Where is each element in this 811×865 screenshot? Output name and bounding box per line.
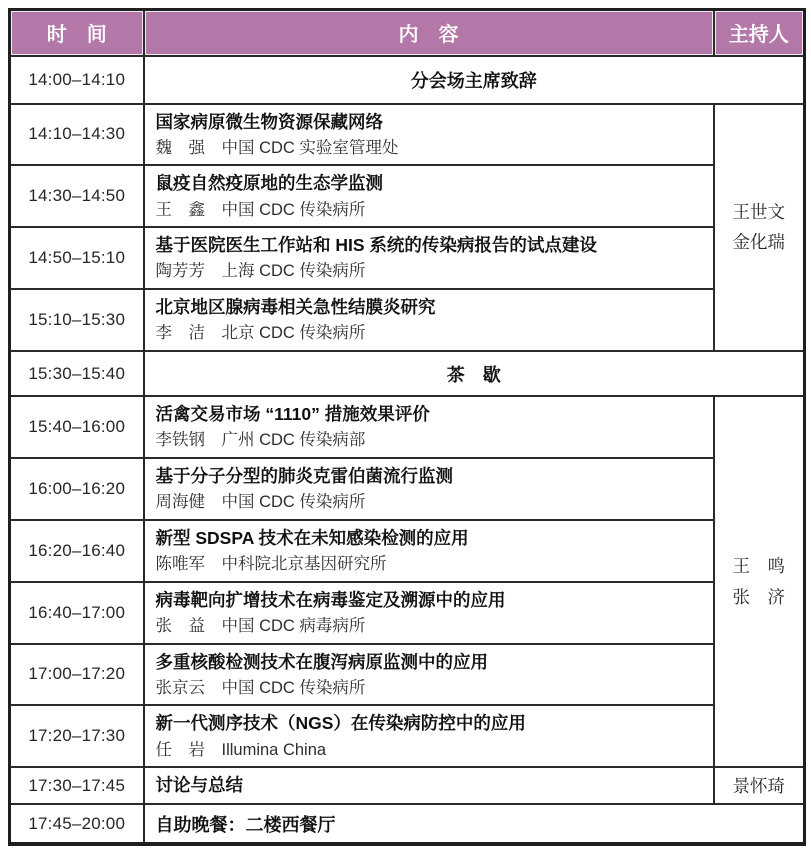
session-cell (144, 458, 714, 520)
time-cell: 14:00–14:10 (10, 56, 144, 104)
table-header-row (10, 10, 805, 56)
session-cell (144, 104, 714, 166)
time-cell: 15:10–15:30 (10, 289, 144, 351)
session-speaker: 周海健 中国 CDC 传染病所 (155, 493, 366, 511)
session-cell (144, 289, 714, 351)
table-row (10, 165, 805, 227)
time-cell: 14:10–14:30 (10, 104, 144, 166)
header-content: 内 容 (144, 10, 714, 56)
session-cell (144, 644, 714, 706)
session-speaker: 王 鑫 中国 CDC 传染病所 (155, 200, 366, 219)
session-cell (144, 520, 714, 582)
merged-cell-opening: 分会场主席致辞 (144, 56, 805, 104)
session-title: 国家病原微生物资源保藏网络 (155, 111, 383, 132)
table-row (10, 804, 805, 844)
time-cell: 17:45–20:00 (10, 804, 144, 844)
merged-cell-dinner: 自助晚餐：二楼西餐厅 (144, 804, 805, 844)
session-cell (144, 582, 714, 644)
session-speaker: 张京云 中国 CDC 传染病所 (155, 678, 366, 697)
session-speaker: 张 益 中国 CDC 病毒病所 (155, 616, 366, 635)
table-row (10, 227, 805, 289)
host-name: 金化瑞 (732, 232, 785, 253)
host-cell-single: 景怀琦 (714, 767, 805, 804)
session-speaker: 李 洁 北京 CDC 传染病所 (155, 324, 366, 343)
table-row (10, 396, 805, 458)
host-name: 王 鸣 (732, 556, 785, 576)
time-cell: 16:00–16:20 (10, 458, 144, 520)
header-time: 时 间 (10, 10, 144, 56)
time-cell: 16:20–16:40 (10, 520, 144, 582)
time-cell: 15:40–16:00 (10, 396, 144, 458)
session-title: 病毒靶向扩增技术在病毒鉴定及溯源中的应用 (155, 589, 506, 610)
session-cell (144, 227, 714, 289)
host-name: 王世文 (732, 201, 785, 222)
session-title: 基于分子分型的肺炎克雷伯菌流行监测 (155, 465, 453, 486)
time-cell: 14:50–15:10 (10, 227, 144, 289)
session-speaker: 陶芳芳 上海 CDC 传染病所 (155, 262, 366, 281)
session-speaker: 任 岩 Illumina China (155, 740, 327, 759)
table-row (10, 520, 805, 582)
table-row (10, 767, 805, 804)
schedule-table (8, 8, 806, 846)
session-title: 新型 SDSPA 技术在未知感染检测的应用 (155, 527, 469, 548)
host-name: 张 济 (732, 586, 785, 607)
table-row (10, 582, 805, 644)
session-cell (144, 396, 714, 458)
time-cell: 17:20–17:30 (10, 705, 144, 767)
time-cell: 17:00–17:20 (10, 644, 144, 706)
session-speaker: 魏 强 中国 CDC 实验室管理处 (155, 138, 399, 157)
table-row (10, 56, 805, 104)
header-host: 主持人 (714, 10, 805, 56)
session-title: 讨论与总结 (155, 775, 243, 796)
host-cell-block1 (714, 104, 805, 352)
session-title: 新一代测序技术（NGS）在传染病防控中的应用 (155, 713, 526, 734)
table-row (10, 289, 805, 351)
session-title: 基于医院医生工作站和 HIS 系统的传染病报告的试点建设 (155, 235, 597, 256)
table-row (10, 705, 805, 767)
session-title: 北京地区腺病毒相关急性结膜炎研究 (155, 297, 436, 318)
table-row (10, 644, 805, 706)
session-cell (144, 705, 714, 767)
session-cell (144, 767, 714, 804)
merged-cell-tea-break: 茶 歇 (144, 351, 805, 396)
table-row (10, 104, 805, 166)
time-cell: 16:40–17:00 (10, 582, 144, 644)
session-cell (144, 165, 714, 227)
session-title: 活禽交易市场 “1110” 措施效果评价 (155, 404, 430, 424)
host-cell-block2 (714, 396, 805, 767)
time-cell: 15:30–15:40 (10, 351, 144, 396)
session-title: 多重核酸检测技术在腹泻病原监测中的应用 (155, 651, 488, 672)
session-speaker: 李铁钢 广州 CDC 传染病部 (155, 431, 366, 450)
session-speaker: 陈唯军 中科院北京基因研究所 (155, 554, 387, 573)
table-row (10, 351, 805, 396)
table-row (10, 458, 805, 520)
time-cell: 17:30–17:45 (10, 767, 144, 804)
time-cell: 14:30–14:50 (10, 165, 144, 227)
session-title: 鼠疫自然疫原地的生态学监测 (155, 173, 383, 194)
